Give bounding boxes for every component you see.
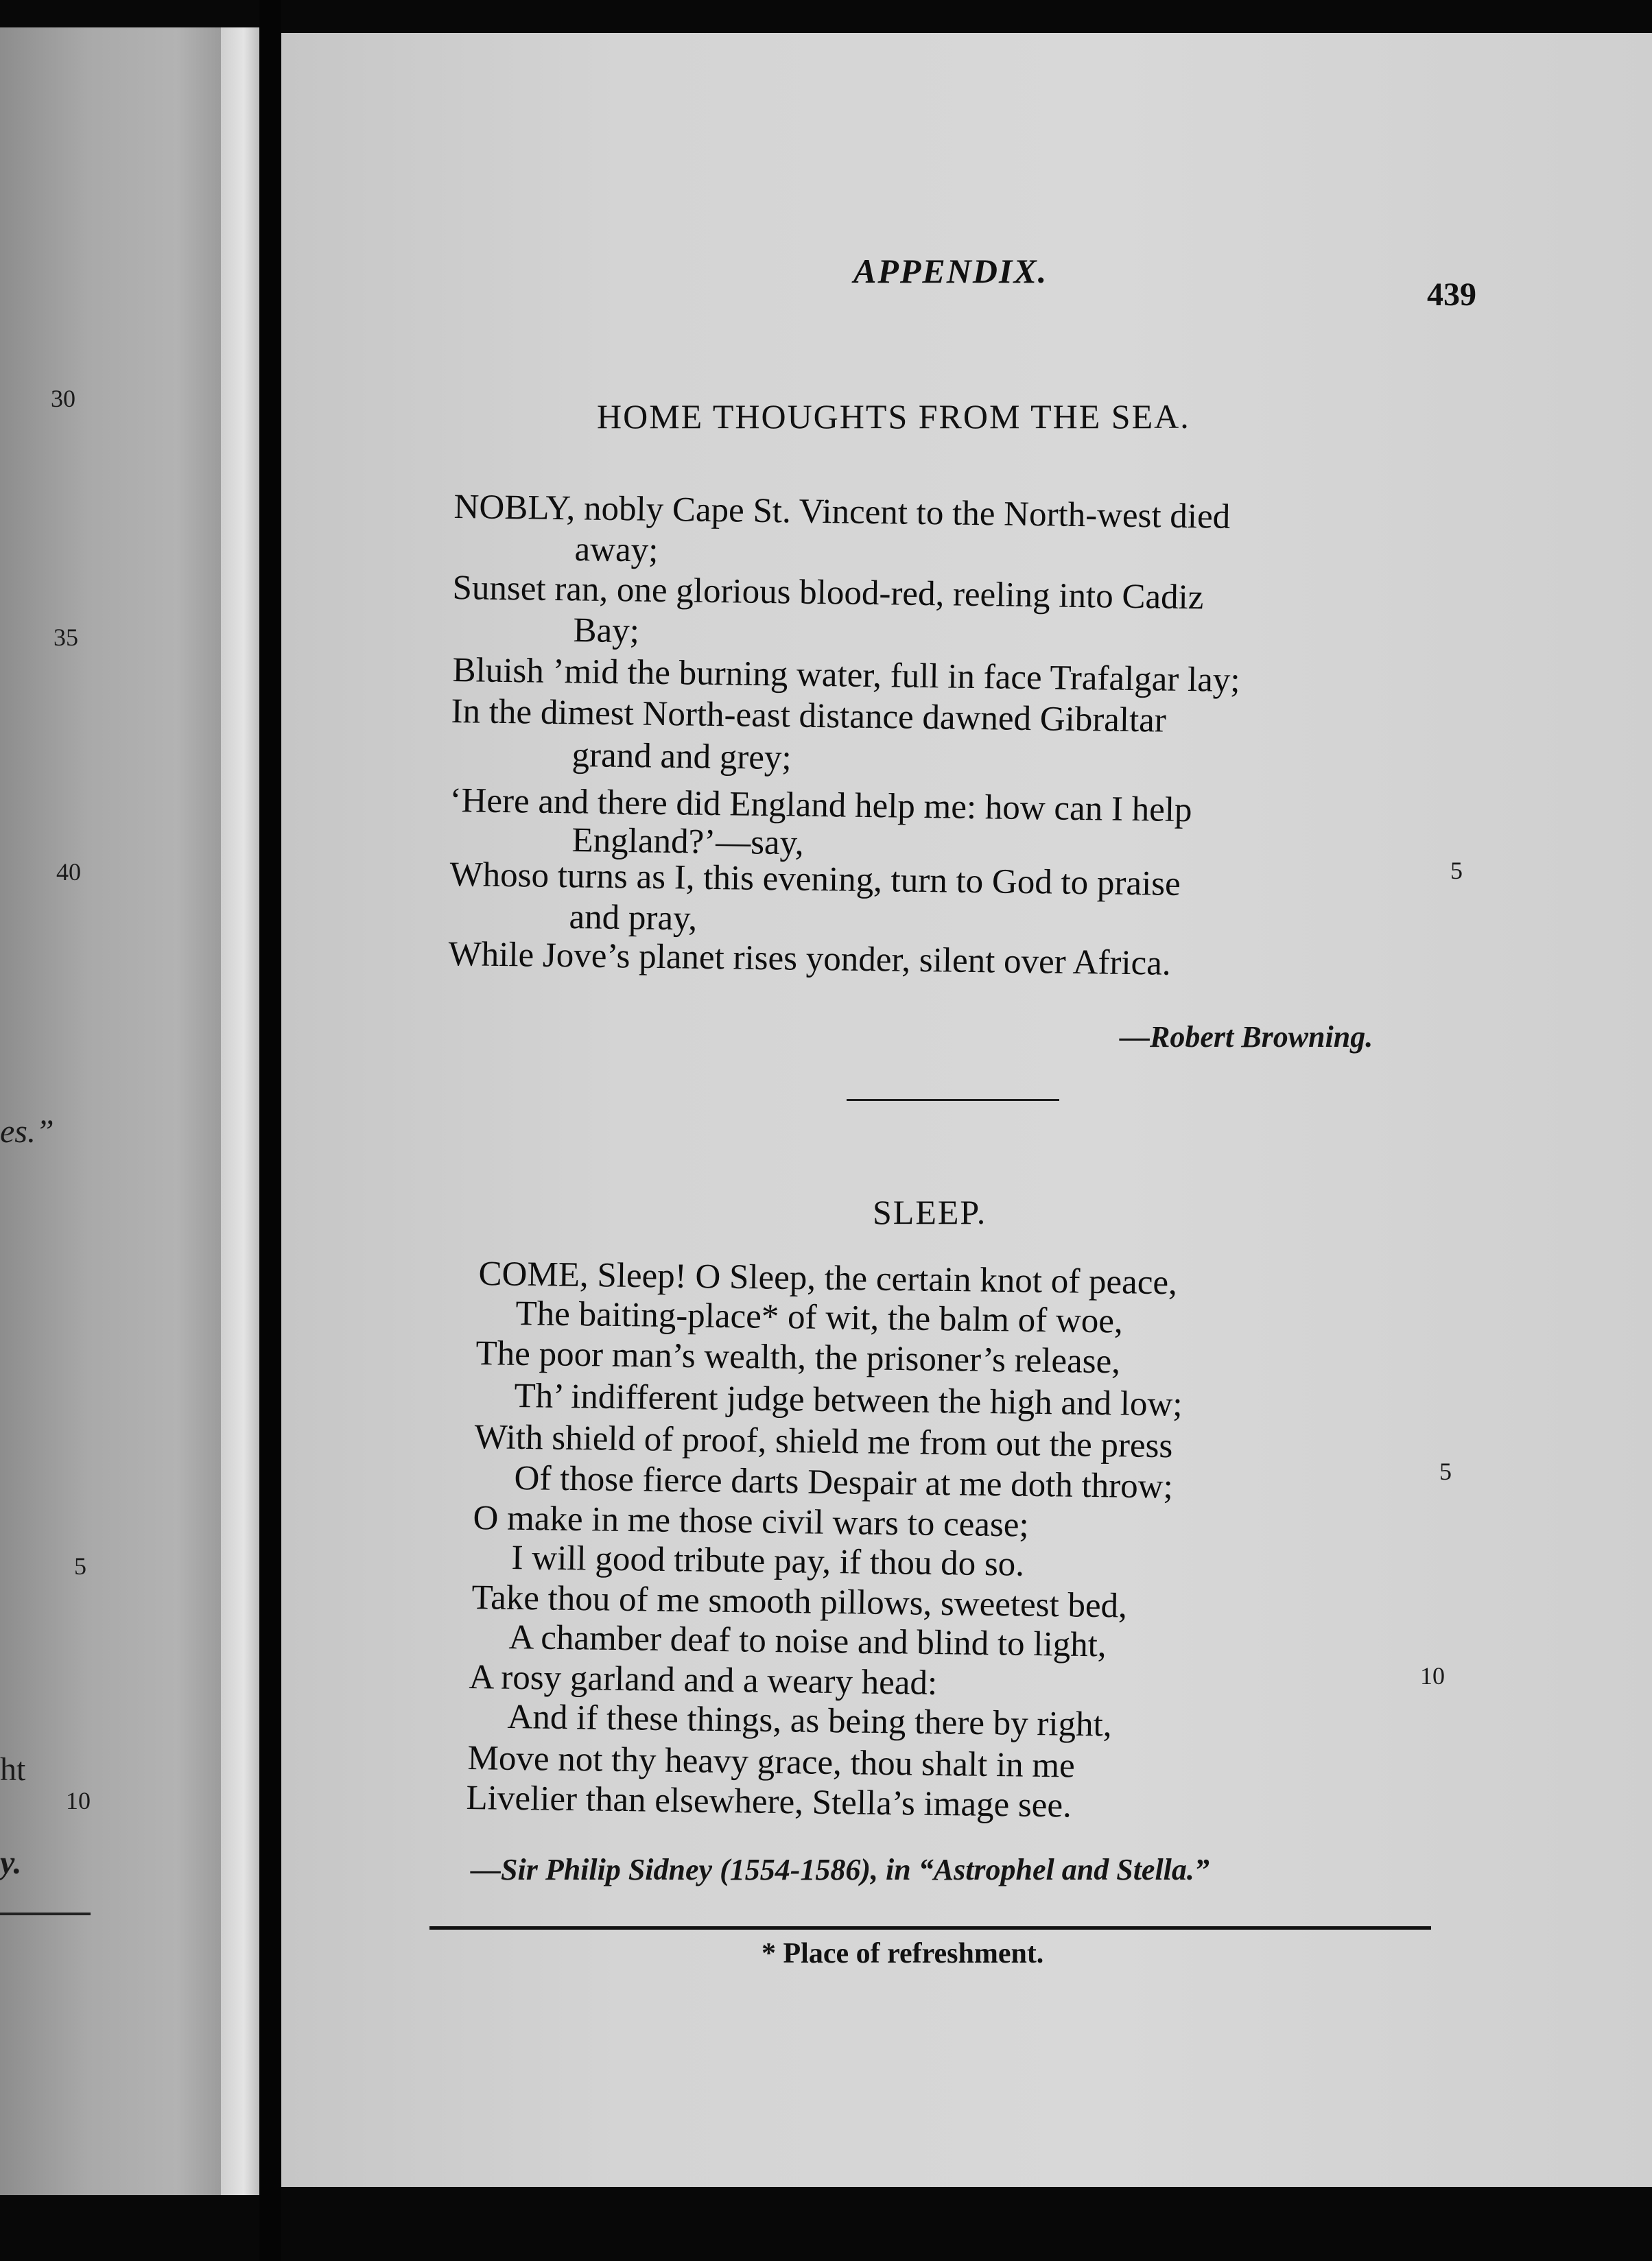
verse-line: NOBLY, nobly Cape St. Vincent to the North-west died [453, 487, 1231, 536]
verse-line: Take thou of me smooth pillows, sweetest bed, [471, 1578, 1128, 1626]
left-line-number: 30 [51, 385, 75, 412]
running-head: APPENDIX. [853, 252, 1048, 290]
line-number: 5 [1439, 1458, 1452, 1485]
verse-line: COME, Sleep! O Sleep, the certain knot of peace, [478, 1254, 1178, 1303]
verse-line: England?’—say, [571, 820, 804, 863]
poem-title-sleep: SLEEP. [873, 1193, 987, 1231]
footnote-rule [429, 1926, 1431, 1930]
left-line-number: 40 [56, 858, 81, 886]
verse-line: Livelier than elsewhere, Stella’s image see. [466, 1779, 1072, 1825]
verse-line: Whoso turns as I, this evening, turn to God to praise [449, 855, 1181, 903]
left-line-number: 10 [66, 1787, 91, 1814]
page-number: 439 [1427, 276, 1476, 313]
verse-line: Bluish ’mid the burning water, full in face Trafalgar lay; [452, 650, 1240, 700]
verse-line: Bay; [573, 611, 640, 651]
attribution-sidney: —Sir Philip Sidney (1554-1586), in “Astrophel and Stella.” [471, 1853, 1210, 1886]
verse-line: With shield of proof, shield me from out the press [474, 1418, 1173, 1466]
left-text-fragment: es.” [0, 1113, 54, 1150]
line-number: 10 [1420, 1662, 1445, 1690]
verse-line: A chamber deaf to noise and blind to light, [508, 1618, 1107, 1665]
verse-line: Th’ indifferent judge between the high and low; [514, 1376, 1183, 1424]
section-divider [847, 1099, 1059, 1101]
book-gutter [259, 0, 281, 2261]
verse-line: I will good tribute pay, if thou do so. [511, 1539, 1025, 1584]
verse-line: And if these things, as being there by right, [507, 1698, 1112, 1744]
verse-line: A rosy garland and a weary head: [469, 1658, 938, 1703]
verse-line: Move not thy heavy grace, thou shalt in me [467, 1739, 1076, 1786]
verse-line: Of those fierce darts Despair at me doth throw; [514, 1459, 1174, 1506]
verse-line: away; [574, 530, 659, 570]
footnote: * Place of refreshment. [762, 1938, 1044, 1969]
verse-line: The baiting-place* of wit, the balm of woe, [515, 1294, 1124, 1341]
left-page-edge [221, 27, 259, 2195]
verse-line: Sunset ran, one glorious blood-red, reeling into Cadiz [452, 568, 1204, 617]
verse-line: The poor man’s wealth, the prisoner’s release, [475, 1334, 1121, 1382]
verse-line: O make in me those civil wars to cease; [473, 1499, 1029, 1545]
attribution-browning: —Robert Browning. [1120, 1020, 1373, 1054]
left-text-fragment: ht [0, 1751, 26, 1788]
verse-line: While Jove’s planet rises yonder, silent over Africa. [448, 934, 1171, 983]
verse-line: and pray, [569, 897, 698, 938]
left-text-fragment: y. [0, 1845, 22, 1881]
verse-line: grand and grey; [571, 735, 792, 778]
line-number: 5 [1450, 857, 1463, 884]
left-line-number: 35 [54, 624, 78, 651]
poem-title-home-thoughts: HOME THOUGHTS FROM THE SEA. [597, 397, 1190, 436]
verse-line: ‘Here and there did England help me: how can I help [449, 781, 1192, 830]
left-line-number: 5 [74, 1552, 86, 1580]
left-page [0, 27, 221, 2195]
verse-line: In the dimest North-east distance dawned Gibraltar [451, 691, 1167, 740]
left-page-rule [0, 1913, 91, 1915]
